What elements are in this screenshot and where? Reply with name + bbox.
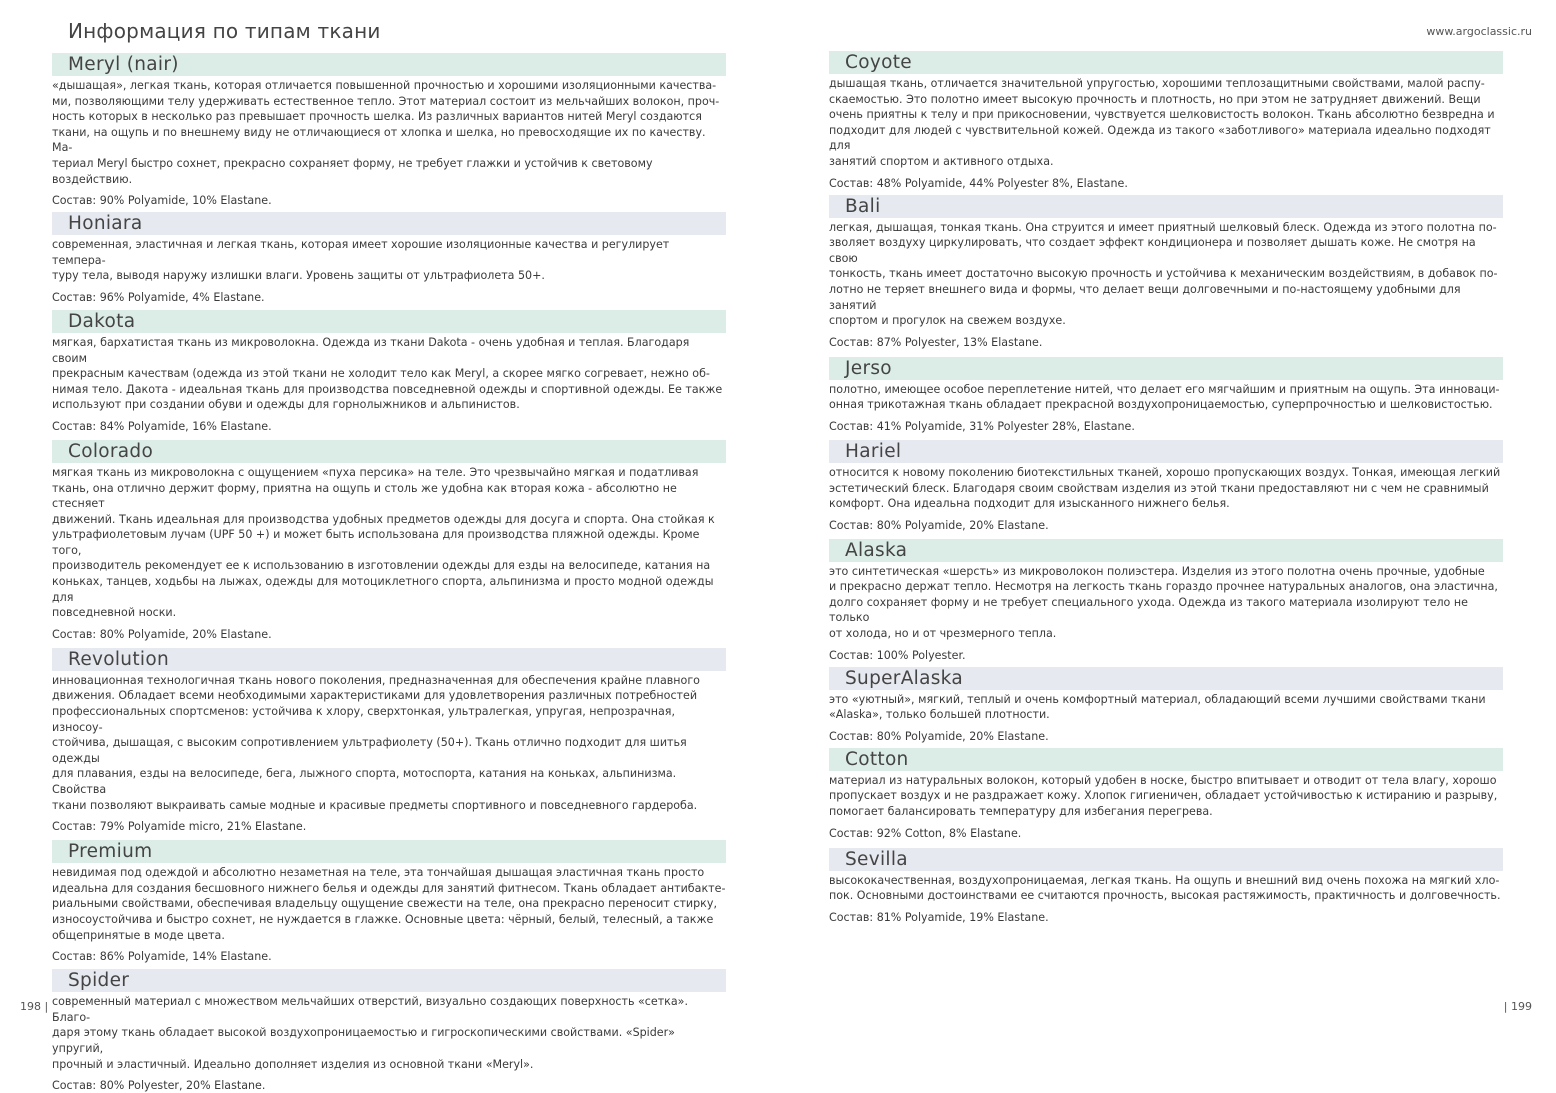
page-number-left: 198 | — [20, 1000, 49, 1013]
description-line: онная трикотажная ткань обладает прекрасной воздухопроницаемостью, суперпрочностью и шелковистостью. — [829, 398, 1493, 412]
fabric-name-heading: Spider — [52, 969, 726, 992]
description-line: повседневной носки. — [52, 606, 177, 620]
description-line: профессиональных спортсменов: устойчива к хлору, сверхтонкая, ультралегкая, упругая, непрозрачная, износоу- — [52, 705, 675, 734]
fabric-section — [829, 51, 1503, 191]
fabric-composition: Состав: 86% Polyamide, 14% Elastane. — [52, 950, 272, 964]
fabric-composition: Состав: 100% Polyester. — [829, 648, 966, 662]
fabric-composition: Состав: 80% Polyamide, 20% Elastane. — [52, 627, 272, 641]
left-column — [52, 53, 726, 1093]
description-line: «дышащая», легкая ткань, которая отличается повышенной прочностью и хорошими изоляционными качества- — [52, 79, 717, 92]
fabric-composition: Состав: 87% Polyester, 13% Elastane. — [829, 335, 1043, 349]
description-line: туру тела, выводя наружу излишки влаги. Уровень защиты от ультрафиолета 50+. — [52, 269, 545, 283]
fabric-name-heading: Coyote — [829, 51, 1503, 74]
fabric-name-heading: Hariel — [829, 440, 1503, 463]
fabric-name-heading: SuperAlaska — [829, 667, 1503, 690]
description-line: полотно, имеющее особое переплетение нитей, что делает его мягчайшим и приятным на ощупь. Эта инноваци- — [829, 382, 1500, 396]
description-line: пропускает воздух и не раздражает кожу. Хлопок гигиеничен, обладает устойчивостью к истиранию и разрыву, — [829, 789, 1498, 803]
fabric-section — [829, 440, 1503, 533]
fabric-description — [52, 865, 726, 943]
description-line: для плавания, езды на велосипеде, бега, лыжного спорта, мотоспорта, катания на коньках, альпинизма. Свойства — [52, 767, 677, 796]
fabric-composition: Состав: 84% Polyamide, 16% Elastane. — [52, 419, 272, 433]
page-title: Информация по типам ткани — [68, 19, 381, 43]
description-line: ткань, она отлично держит форму, приятна на ощупь и столь же удобна как вторая кожа - абсолютно не стесняет — [52, 481, 677, 511]
description-line: тонкость, ткань имеет достаточно высокую прочность и устойчива к механическим воздействиям, в добавок по- — [829, 267, 1498, 281]
fabric-section — [829, 357, 1503, 434]
description-line: спортом и прогулок на свежем воздухе. — [829, 314, 1066, 328]
description-line: подходит для людей с чувствительной кожей. Одежда из такого «заботливого» материала идеально подходят для — [829, 123, 1491, 153]
fabric-description — [829, 692, 1503, 723]
description-line: материал из натуральных волокон, который удобен в носке, быстро впитывает и отводит от тела влагу, хорошо — [829, 773, 1497, 787]
description-line: движения. Обладает всеми необходимыми характеристиками для удовлетворения различных потребностей — [52, 689, 698, 703]
description-line: от холода, но и от чрезмерного тепла. — [829, 627, 1057, 641]
fabric-name-heading: Dakota — [52, 310, 726, 333]
fabric-section — [829, 748, 1503, 841]
site-url[interactable]: www.argoclassic.ru — [1426, 25, 1532, 38]
fabric-section — [52, 440, 726, 642]
description-line: пок. Основными достоинствами ее считаются прочность, высокая растяжимость, практичность и долговечность. — [829, 889, 1501, 903]
description-line: стойчива, дышащая, с высоким сопротивлением ультрафиолету (50+). Ткань отлично подходит для шитья одежды — [52, 736, 687, 765]
fabric-composition: Состав: 90% Polyamide, 10% Elastane. — [52, 194, 272, 208]
description-line: нимая тело. Дакота - идеальная ткань для производства повседневной одежды и спортивной одежды. Ее также — [52, 382, 723, 396]
fabric-composition: Состав: 48% Polyamide, 44% Polyester 8%, Elastane. — [829, 176, 1128, 190]
description-line: «Alaska», только большей плотности. — [829, 708, 1050, 722]
description-line: и прекрасно держат тепло. Несмотря на легкость ткань гораздо прочнее натуральных аналогов, она эластична, — [829, 580, 1498, 594]
description-line: ми, позволяющими телу удерживать естественное тепло. Этот материал состоит из мельчайших волокон, проч- — [52, 94, 720, 108]
description-line: очень приятны к телу и при прикосновении, чувствуется шелковистость волокон. Ткань абсолютно безвредна и — [829, 108, 1495, 122]
fabric-section — [829, 667, 1503, 744]
description-line: долго сохраняет форму и не требует специального ухода. Одежда из такого материала изолируют тело не только — [829, 595, 1468, 625]
fabric-description — [829, 773, 1503, 820]
fabric-composition: Состав: 79% Polyamide micro, 21% Elastane. — [52, 820, 307, 834]
description-line: идеальна для создания бесшовного нижнего белья и одежды для занятий фитнесом. Ткань обладает антибакте- — [52, 881, 726, 895]
description-line: износоустойчива и быстро сохнет, не нуждается в глажке. Основные цвета: чёрный, белый, телесный, а также — [52, 912, 714, 926]
fabric-name-heading: Meryl (nair) — [52, 53, 726, 76]
fabric-name-heading: Alaska — [829, 539, 1503, 562]
fabric-section — [829, 848, 1503, 925]
description-line: дышащая ткань, отличается значительной упругостью, хорошими теплозащитными свойствами, малой распу- — [829, 77, 1485, 90]
fabric-description — [829, 465, 1503, 512]
fabric-description — [52, 78, 726, 187]
fabric-name-heading: Revolution — [52, 648, 726, 671]
right-column — [829, 51, 1503, 925]
fabric-name-heading: Jerso — [829, 357, 1503, 380]
description-line: скаемостью. Это полотно имеет высокую прочность и плотность, но при этом не затрудняет движений. Вещи — [829, 92, 1481, 106]
fabric-description — [52, 465, 726, 621]
fabric-composition: Состав: 80% Polyamide, 20% Elastane. — [829, 729, 1049, 743]
description-line: это «уютный», мягкий, теплый и очень комфортный материал, обладающий всеми лучшими свойствами ткани — [829, 692, 1486, 706]
description-line: лотно не теряет внешнего вида и формы, что делает вещи долговечными и по-настоящему удобными для занятий — [829, 282, 1461, 312]
fabric-section — [52, 840, 726, 964]
description-line: невидимая под одеждой и абсолютно незаметная на теле, эта тончайшая дышащая эластичная ткань просто — [52, 866, 705, 880]
fabric-composition: Состав: 41% Polyamide, 31% Polyester 28%, Elastane. — [829, 419, 1135, 433]
fabric-composition: Состав: 96% Polyamide, 4% Elastane. — [52, 290, 265, 304]
description-line: териал Meryl быстро сохнет, прекрасно сохраняет форму, не требует глажки и устойчив к световому воздействию. — [52, 156, 653, 186]
fabric-name-heading: Sevilla — [829, 848, 1503, 871]
description-line: современный материал с множеством мельчайших отверстий, визуально создающих поверхность «сетка». Благо- — [52, 995, 688, 1024]
fabric-description — [829, 382, 1503, 413]
description-line: мягкая, бархатистая ткань из микроволокна. Одежда из ткани Dakota - очень удобная и теплая. Благодаря своим — [52, 335, 690, 365]
description-line: ность которых в несколько раз превышает прочность шелка. Из различных вариантов нитей Meryl создаются — [52, 110, 702, 124]
description-line: ультрафиолетовым лучам (UPF 50 +) и может быть использована для производства пляжной одежды. Кроме того, — [52, 528, 700, 557]
description-line: риальными свойствами, обеспечивая владельцу ощущение свежести на теле, она прекрасно переносит стирку, — [52, 897, 717, 911]
description-line: легкая, дышащая, тонкая ткань. Она струится и имеет приятный шелковый блеск. Одежда из этого полотна по- — [829, 220, 1497, 234]
description-line: производитель рекомендует ее к использованию в изготовлении одежды для езды на велосипеде, катания на — [52, 559, 711, 573]
fabric-composition: Состав: 80% Polyester, 20% Elastane. — [52, 1079, 266, 1093]
description-line: занятий спортом и активного отдыха. — [829, 154, 1054, 168]
fabric-name-heading: Colorado — [52, 440, 726, 463]
description-line: высококачественная, воздухопроницаемая, легкая ткань. На ощупь и внешний вид очень похожа на мягкий хло- — [829, 873, 1500, 887]
page-number-right: | 199 — [1503, 1000, 1532, 1013]
fabric-name-heading: Bali — [829, 195, 1503, 218]
description-line: прочный и эластичный. Идеально дополняет изделия из основной ткани «Meryl». — [52, 1057, 534, 1071]
description-line: даря этому ткань обладает высокой воздухопроницаемостью и гигроскопическими свойствами. «Spider» упругий, — [52, 1026, 675, 1055]
description-line: мягкая ткань из микроволокна с ощущением «пуха персика» на теле. Это чрезвычайно мягкая и податливая — [52, 465, 699, 479]
description-line: помогает балансировать температуру для избегания перегрева. — [829, 805, 1213, 819]
description-line: эстетический блеск. Благодаря своим свойствам изделия из этой ткани предоставляют ни с чем не сравнимый — [829, 481, 1489, 495]
description-line: комфорт. Она идеальна подходит для изысканного нижнего белья. — [829, 497, 1230, 511]
fabric-name-heading: Premium — [52, 840, 726, 863]
fabric-description — [52, 335, 726, 413]
description-line: ткани, на ощупь и по внешнему виду не отличающиеся от хлопка и шелка, но превосходящие их по качеству. Ма- — [52, 125, 706, 155]
description-line: ткани позволяют выкраивать самые модные и красивые предметы спортивного и повседневного гардероба. — [52, 798, 698, 812]
fabric-composition: Состав: 80% Polyamide, 20% Elastane. — [829, 518, 1049, 532]
fabric-description — [52, 994, 726, 1072]
description-line: общепринятые в моде цвета. — [52, 928, 225, 942]
fabric-section — [52, 310, 726, 434]
description-line: зволяет воздуху циркулировать, что создает эффект кондиционера и позволяет дышать коже. Не смотря на свою — [829, 236, 1476, 265]
description-line: современная, эластичная и легкая ткань, которая имеет хорошие изоляционные качества и регулирует темпера- — [52, 238, 670, 267]
description-line: это синтетическая «шерсть» из микроволокон полиэстера. Изделия из этого полотна очень прочные, удобные — [829, 564, 1485, 578]
description-line: коньках, танцев, ходьбы на лыжах, одежды для мотоциклетного спорта, альпинизма и просто модной одежды для — [52, 575, 714, 604]
fabric-section — [52, 648, 726, 834]
fabric-description — [52, 673, 726, 813]
fabric-section — [829, 539, 1503, 663]
description-line: инновационная технологичная ткань нового поколения, предназначенная для обеспечения крайне плавного — [52, 673, 700, 687]
fabric-section — [52, 53, 726, 208]
fabric-section — [52, 969, 726, 1093]
fabric-composition: Состав: 92% Cotton, 8% Elastane. — [829, 826, 1022, 840]
fabric-name-heading: Honiara — [52, 212, 726, 235]
description-line: относится к новому поколению биотекстильных тканей, хорошо пропускающих воздух. Тонкая, имеющая легкий — [829, 465, 1501, 479]
fabric-description — [52, 237, 726, 284]
fabric-description — [829, 564, 1503, 642]
fabric-description — [829, 873, 1503, 904]
fabric-description — [829, 220, 1503, 329]
fabric-section — [829, 195, 1503, 350]
description-line: движений. Ткань идеальная для производства удобных предметов одежды для досуга и спорта. Она стойкая к — [52, 512, 715, 526]
fabric-composition: Состав: 81% Polyamide, 19% Elastane. — [829, 910, 1049, 924]
description-line: прекрасным качествам (одежда из этой ткани не холодит тело как Meryl, а скорее мягко согревает, нежно об- — [52, 367, 710, 381]
fabric-name-heading: Cotton — [829, 748, 1503, 771]
fabric-section — [52, 212, 726, 305]
description-line: используют при создании обуви и одежды для горнолыжников и альпинистов. — [52, 398, 520, 412]
fabric-description — [829, 76, 1503, 170]
